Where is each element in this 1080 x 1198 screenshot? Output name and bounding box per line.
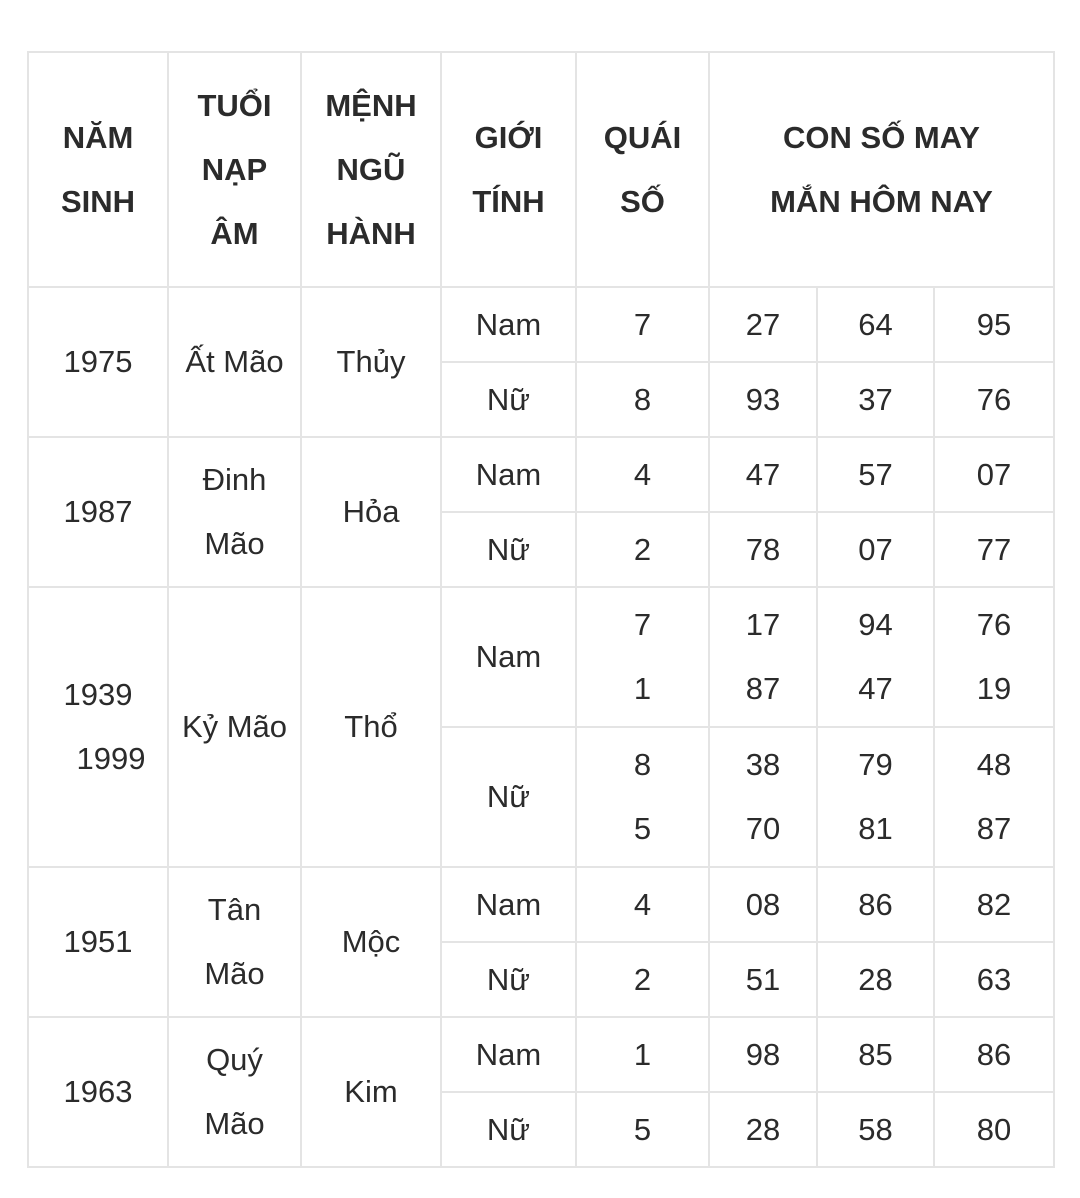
lucky-number-cell <box>709 1092 817 1167</box>
header-nam-sinh: NĂM SINH <box>28 52 168 287</box>
menh-cell-line: Thủy <box>336 344 406 379</box>
year-cell-line: 1963 <box>63 1074 133 1109</box>
quai-so-cell <box>576 942 709 1017</box>
gender-cell <box>441 1017 576 1092</box>
lucky-number-cell-line: 87 <box>976 811 1012 846</box>
lucky-number-cell-line: 80 <box>976 1111 1012 1147</box>
lucky-number-cell-line: 58 <box>858 1111 893 1147</box>
lucky-number-cell-line: 79 <box>858 747 893 782</box>
lucky-number-cell-line: 07 <box>976 456 1012 492</box>
lucky-number-cell-line: 77 <box>976 531 1012 567</box>
nap-am-cell-line: Tân <box>207 892 262 927</box>
menh-cell-line: Kim <box>344 1074 398 1109</box>
lucky-number-cell <box>817 1017 934 1092</box>
menh-cell-line: Mộc <box>341 924 401 959</box>
nap-am-cell-line: Kỷ Mão <box>181 709 288 744</box>
lucky-number-cell <box>817 362 934 437</box>
lucky-number-cell-line: 38 <box>745 747 781 782</box>
gender-cell-line: Nam <box>475 886 542 922</box>
lucky-number-cell-line: 87 <box>745 671 781 706</box>
lucky-number-cell-line: 76 <box>976 607 1012 642</box>
lucky-number-cell <box>817 942 934 1017</box>
lucky-number-cell-line: 51 <box>745 961 781 997</box>
lucky-number-cell-line: 28 <box>745 1111 781 1147</box>
nap-am-cell <box>168 437 301 587</box>
lucky-number-cell-line: 48 <box>976 747 1012 782</box>
quai-so-cell <box>576 867 709 942</box>
lucky-number-cell <box>709 1017 817 1092</box>
nap-am-cell <box>168 867 301 1017</box>
lucky-number-cell-line: 95 <box>976 306 1012 342</box>
gender-cell-line: Nữ <box>486 531 531 567</box>
nap-am-cell <box>168 287 301 437</box>
table-row <box>28 287 1054 362</box>
lucky-number-cell <box>934 287 1054 362</box>
lucky-number-cell <box>934 942 1054 1017</box>
lucky-number-cell-line: 57 <box>858 456 893 492</box>
lucky-number-cell <box>817 587 934 727</box>
menh-cell <box>301 287 441 437</box>
gender-cell <box>441 942 576 1017</box>
lucky-number-cell <box>709 287 817 362</box>
lucky-number-cell <box>709 437 817 512</box>
table-row <box>28 1017 1054 1092</box>
header-quai-so: QUÁI SỐ <box>576 52 709 287</box>
table-row <box>28 587 1054 727</box>
header-row <box>28 52 1054 287</box>
nap-am-cell-line: Mão <box>204 956 265 991</box>
quai-so-cell <box>576 587 709 727</box>
lucky-number-cell-line: 85 <box>858 1036 893 1072</box>
lucky-number-cell-line: 37 <box>858 381 893 417</box>
lucky-number-cell <box>709 727 817 867</box>
lucky-number-cell <box>934 437 1054 512</box>
lucky-number-cell <box>934 362 1054 437</box>
gender-cell-line: Nam <box>475 456 542 492</box>
lucky-number-cell <box>934 727 1054 867</box>
quai-so-cell-line: 2 <box>633 961 652 997</box>
year-cell <box>28 587 168 867</box>
quai-so-cell <box>576 727 709 867</box>
quai-so-cell-line: 7 <box>633 607 652 642</box>
quai-so-cell <box>576 1017 709 1092</box>
quai-so-cell-line: 1 <box>633 671 652 706</box>
lucky-number-cell <box>709 362 817 437</box>
lucky-number-cell <box>934 1017 1054 1092</box>
year-cell-line: 1975 <box>63 344 133 379</box>
lucky-number-cell-line: 78 <box>745 531 781 567</box>
gender-cell <box>441 362 576 437</box>
lucky-number-cell <box>709 942 817 1017</box>
lucky-number-cell-line: 98 <box>745 1036 781 1072</box>
quai-so-cell <box>576 362 709 437</box>
lucky-number-cell-line: 81 <box>858 811 893 846</box>
lucky-numbers-table <box>27 51 1055 1168</box>
lucky-number-cell <box>709 867 817 942</box>
lucky-number-cell <box>817 287 934 362</box>
gender-cell-line: Nữ <box>486 1111 531 1147</box>
lucky-number-cell-line: 64 <box>858 306 893 342</box>
nap-am-cell <box>168 1017 301 1167</box>
lucky-number-cell-line: 86 <box>976 1036 1012 1072</box>
lucky-number-cell <box>709 512 817 587</box>
header-gioi-tinh: GIỚI TÍNH <box>441 52 576 287</box>
nap-am-cell-line: Mão <box>204 1106 265 1141</box>
year-cell-line: 1951 <box>63 924 133 959</box>
gender-cell-line: Nam <box>475 306 542 342</box>
lucky-number-cell-line: 76 <box>976 381 1012 417</box>
nap-am-cell-line: Đinh <box>202 462 267 497</box>
quai-so-cell-line: 8 <box>633 381 652 417</box>
lucky-number-cell-line: 28 <box>858 961 893 997</box>
lucky-number-cell <box>934 1092 1054 1167</box>
table-row <box>28 437 1054 512</box>
year-cell <box>28 437 168 587</box>
quai-so-cell-line: 7 <box>633 306 652 342</box>
gender-cell <box>441 727 576 867</box>
quai-so-cell <box>576 512 709 587</box>
year-cell <box>28 1017 168 1167</box>
menh-cell <box>301 1017 441 1167</box>
lucky-number-cell-line: 27 <box>745 306 781 342</box>
gender-cell-line: Nữ <box>486 779 531 814</box>
lucky-number-cell <box>817 437 934 512</box>
lucky-number-cell <box>709 587 817 727</box>
quai-so-cell-line: 2 <box>633 531 652 567</box>
menh-cell <box>301 867 441 1017</box>
lucky-number-cell-line: 70 <box>745 811 781 846</box>
quai-so-cell <box>576 1092 709 1167</box>
lucky-number-cell-line: 93 <box>745 381 781 417</box>
lucky-number-cell-line: 19 <box>976 671 1012 706</box>
lucky-number-cell <box>934 512 1054 587</box>
lucky-number-cell-line: 07 <box>858 531 893 567</box>
gender-cell <box>441 437 576 512</box>
lucky-number-cell <box>817 727 934 867</box>
year-cell-line: 1939 <box>63 677 133 712</box>
lucky-number-cell-line: 47 <box>745 456 781 492</box>
menh-cell-line: Thổ <box>344 709 398 744</box>
year-cell <box>28 867 168 1017</box>
gender-cell <box>441 867 576 942</box>
gender-cell-line: Nữ <box>486 961 531 997</box>
gender-cell-line: Nữ <box>486 381 531 417</box>
quai-so-cell-line: 5 <box>633 1111 652 1147</box>
nap-am-cell-line: Quý <box>206 1042 263 1077</box>
gender-cell <box>441 587 576 727</box>
lucky-number-cell <box>934 867 1054 942</box>
lucky-number-cell-line: 94 <box>858 607 893 642</box>
quai-so-cell-line: 8 <box>633 747 652 782</box>
lucky-number-cell-line: 82 <box>976 886 1012 922</box>
lucky-number-cell-line: 47 <box>858 671 893 706</box>
nap-am-cell-line: Mão <box>204 526 265 561</box>
lucky-number-cell <box>817 867 934 942</box>
header-menh-ngu-hanh: MỆNH NGŨ HÀNH <box>301 52 441 287</box>
table-body <box>28 287 1054 1167</box>
quai-so-cell-line: 5 <box>633 811 652 846</box>
gender-cell <box>441 287 576 362</box>
table-row <box>28 867 1054 942</box>
year-cell-line: 1999 <box>76 741 146 776</box>
lucky-number-cell-line: 17 <box>745 607 781 642</box>
lucky-number-cell <box>817 512 934 587</box>
quai-so-cell-line: 4 <box>633 456 652 492</box>
nap-am-cell-line: Ất Mão <box>185 344 284 379</box>
lucky-number-cell-line: 86 <box>858 886 893 922</box>
gender-cell-line: Nam <box>475 1036 542 1072</box>
quai-so-cell <box>576 287 709 362</box>
lucky-number-cell-line: 63 <box>976 961 1012 997</box>
gender-cell <box>441 512 576 587</box>
year-cell-line: 1987 <box>63 494 133 529</box>
menh-cell <box>301 587 441 867</box>
quai-so-cell <box>576 437 709 512</box>
quai-so-cell-line: 1 <box>633 1036 652 1072</box>
gender-cell-line: Nam <box>475 639 542 674</box>
lucky-number-cell <box>934 587 1054 727</box>
quai-so-cell-line: 4 <box>633 886 652 922</box>
year-cell <box>28 287 168 437</box>
header-tuoi-nap-am: TUỔI NẠP ÂM <box>168 52 301 287</box>
lucky-number-cell <box>817 1092 934 1167</box>
gender-cell <box>441 1092 576 1167</box>
header-con-so-may-man: CON SỐ MAY MẮN HÔM NAY <box>709 52 1054 287</box>
lucky-number-cell-line: 08 <box>745 886 781 922</box>
nap-am-cell <box>168 587 301 867</box>
menh-cell <box>301 437 441 587</box>
menh-cell-line: Hỏa <box>342 494 400 529</box>
